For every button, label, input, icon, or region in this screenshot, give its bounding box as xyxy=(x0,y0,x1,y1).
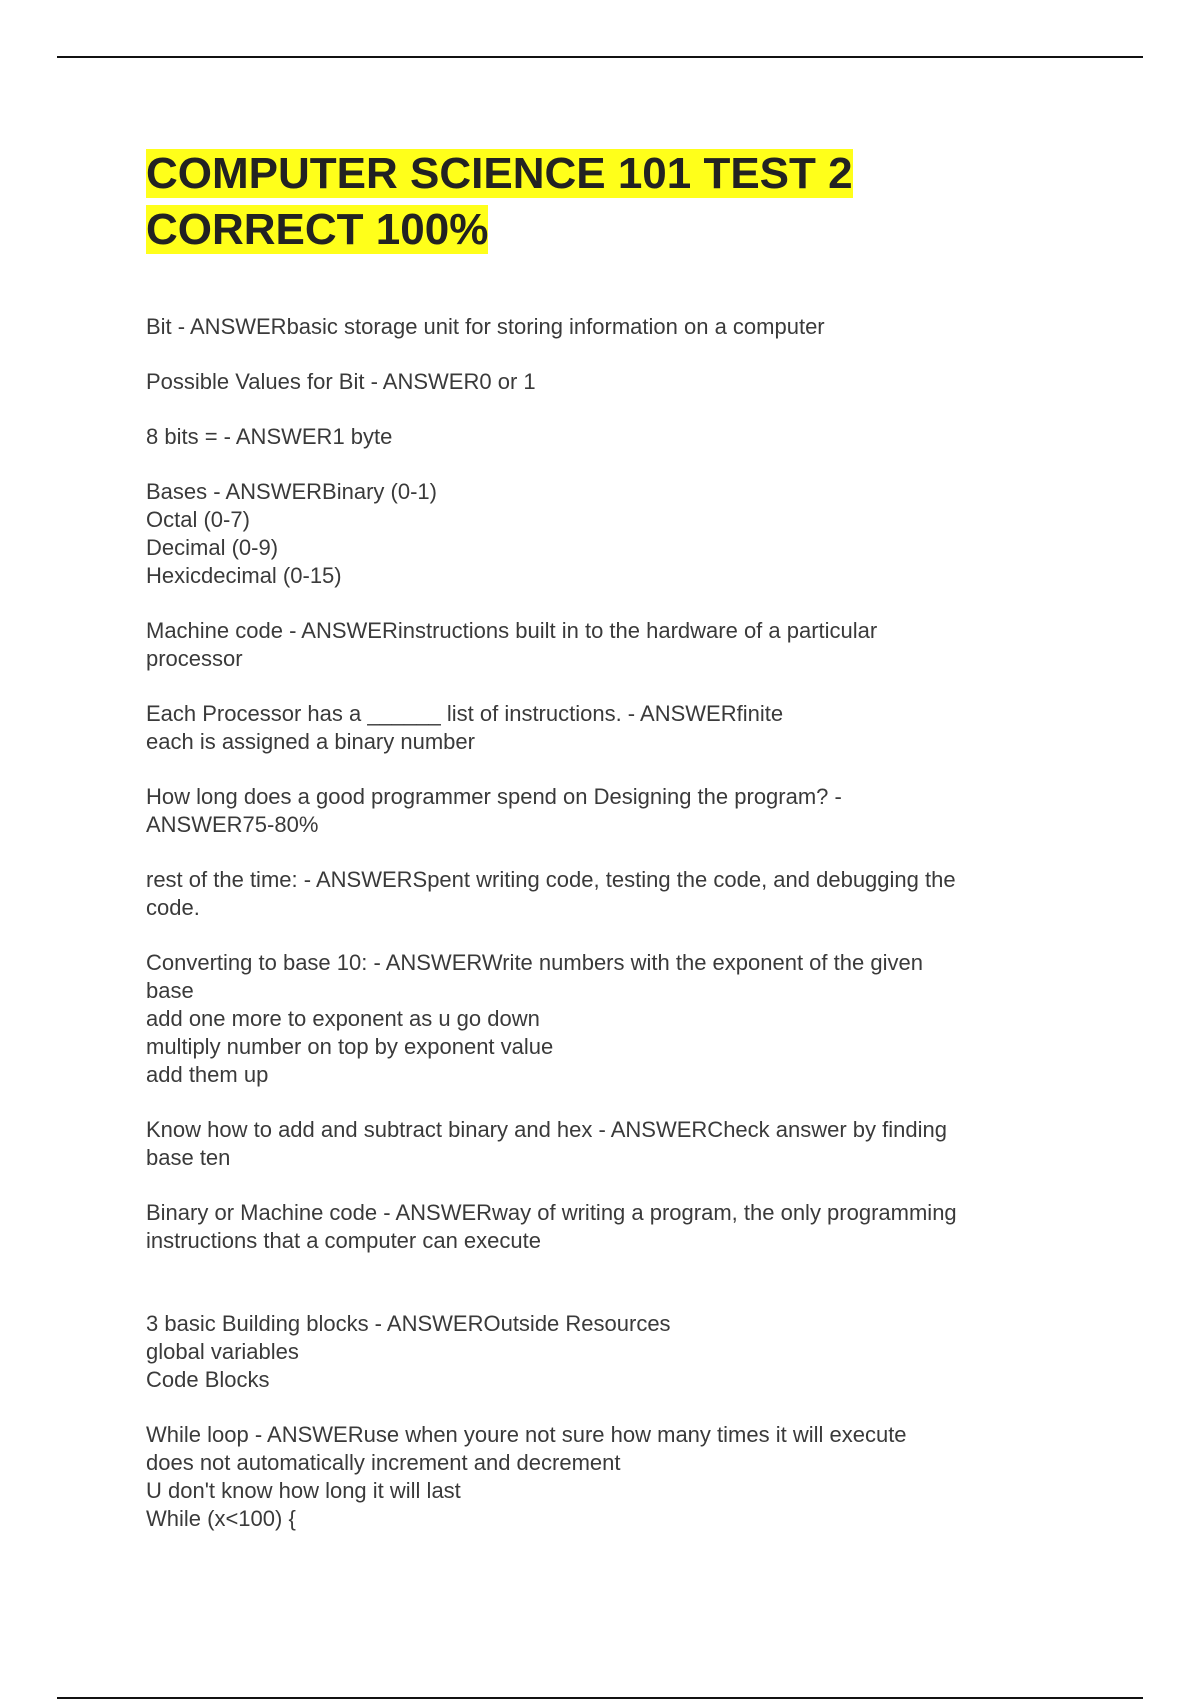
qa-line: add one more to exponent as u go down xyxy=(146,1006,540,1031)
title-line-2: CORRECT 100% xyxy=(146,205,489,254)
qa-line: Decimal (0-9) xyxy=(146,535,279,560)
qa-entry xyxy=(146,783,1046,839)
qa-line: Octal (0-7) xyxy=(146,507,250,532)
qa-line: global variables xyxy=(146,1339,299,1364)
qa-list xyxy=(146,313,1046,1560)
qa-line: Possible Values for Bit - ANSWER0 or 1 xyxy=(146,369,536,394)
qa-entry xyxy=(146,423,1046,451)
qa-entry xyxy=(146,313,1046,341)
qa-line: Converting to base 10: - ANSWERWrite numbers with the exponent of the given xyxy=(146,950,923,975)
qa-entry xyxy=(146,478,1046,590)
qa-line: instructions that a computer can execute xyxy=(146,1228,541,1253)
qa-entry xyxy=(146,1116,1046,1172)
qa-line: Know how to add and subtract binary and hex - ANSWERCheck answer by finding xyxy=(146,1117,947,1142)
qa-line: Hexicdecimal (0-15) xyxy=(146,563,342,588)
qa-entry xyxy=(146,700,1046,756)
qa-line: While loop - ANSWERuse when youre not sure how many times it will execute xyxy=(146,1422,907,1447)
qa-line: How long does a good programmer spend on Designing the program? - xyxy=(146,784,842,809)
qa-line: While (x<100) { xyxy=(146,1506,296,1531)
qa-line: Machine code - ANSWERinstructions built in to the hardware of a particular xyxy=(146,618,878,643)
qa-line: does not automatically increment and decrement xyxy=(146,1450,621,1475)
qa-entry xyxy=(146,368,1046,396)
bottom-rule xyxy=(57,1697,1143,1699)
qa-entry xyxy=(146,949,1046,1089)
qa-line: ANSWER75-80% xyxy=(146,812,319,837)
title-line-1: COMPUTER SCIENCE 101 TEST 2 xyxy=(146,149,853,198)
qa-line: base xyxy=(146,978,194,1003)
qa-entry xyxy=(146,1421,1046,1533)
qa-line: 3 basic Building blocks - ANSWEROutside Resources xyxy=(146,1311,671,1336)
qa-line: base ten xyxy=(146,1145,231,1170)
qa-entry xyxy=(146,617,1046,673)
qa-line: U don't know how long it will last xyxy=(146,1478,461,1503)
document-title xyxy=(146,146,1046,258)
qa-line: Bit - ANSWERbasic storage unit for storing information on a computer xyxy=(146,314,825,339)
qa-line: Code Blocks xyxy=(146,1367,270,1392)
qa-line: code. xyxy=(146,895,200,920)
qa-line: each is assigned a binary number xyxy=(146,729,475,754)
qa-line: add them up xyxy=(146,1062,269,1087)
qa-entry xyxy=(146,866,1046,922)
qa-entry xyxy=(146,1199,1046,1255)
qa-line: processor xyxy=(146,646,243,671)
top-rule xyxy=(57,56,1143,58)
qa-entry xyxy=(146,1310,1046,1394)
qa-line: rest of the time: - ANSWERSpent writing code, testing the code, and debugging the xyxy=(146,867,956,892)
qa-line: Binary or Machine code - ANSWERway of writing a program, the only programming xyxy=(146,1200,957,1225)
qa-line: Each Processor has a ______ list of instructions. - ANSWERfinite xyxy=(146,701,784,726)
qa-line: 8 bits = - ANSWER1 byte xyxy=(146,424,393,449)
qa-line: multiply number on top by exponent value xyxy=(146,1034,554,1059)
qa-line: Bases - ANSWERBinary (0-1) xyxy=(146,479,437,504)
